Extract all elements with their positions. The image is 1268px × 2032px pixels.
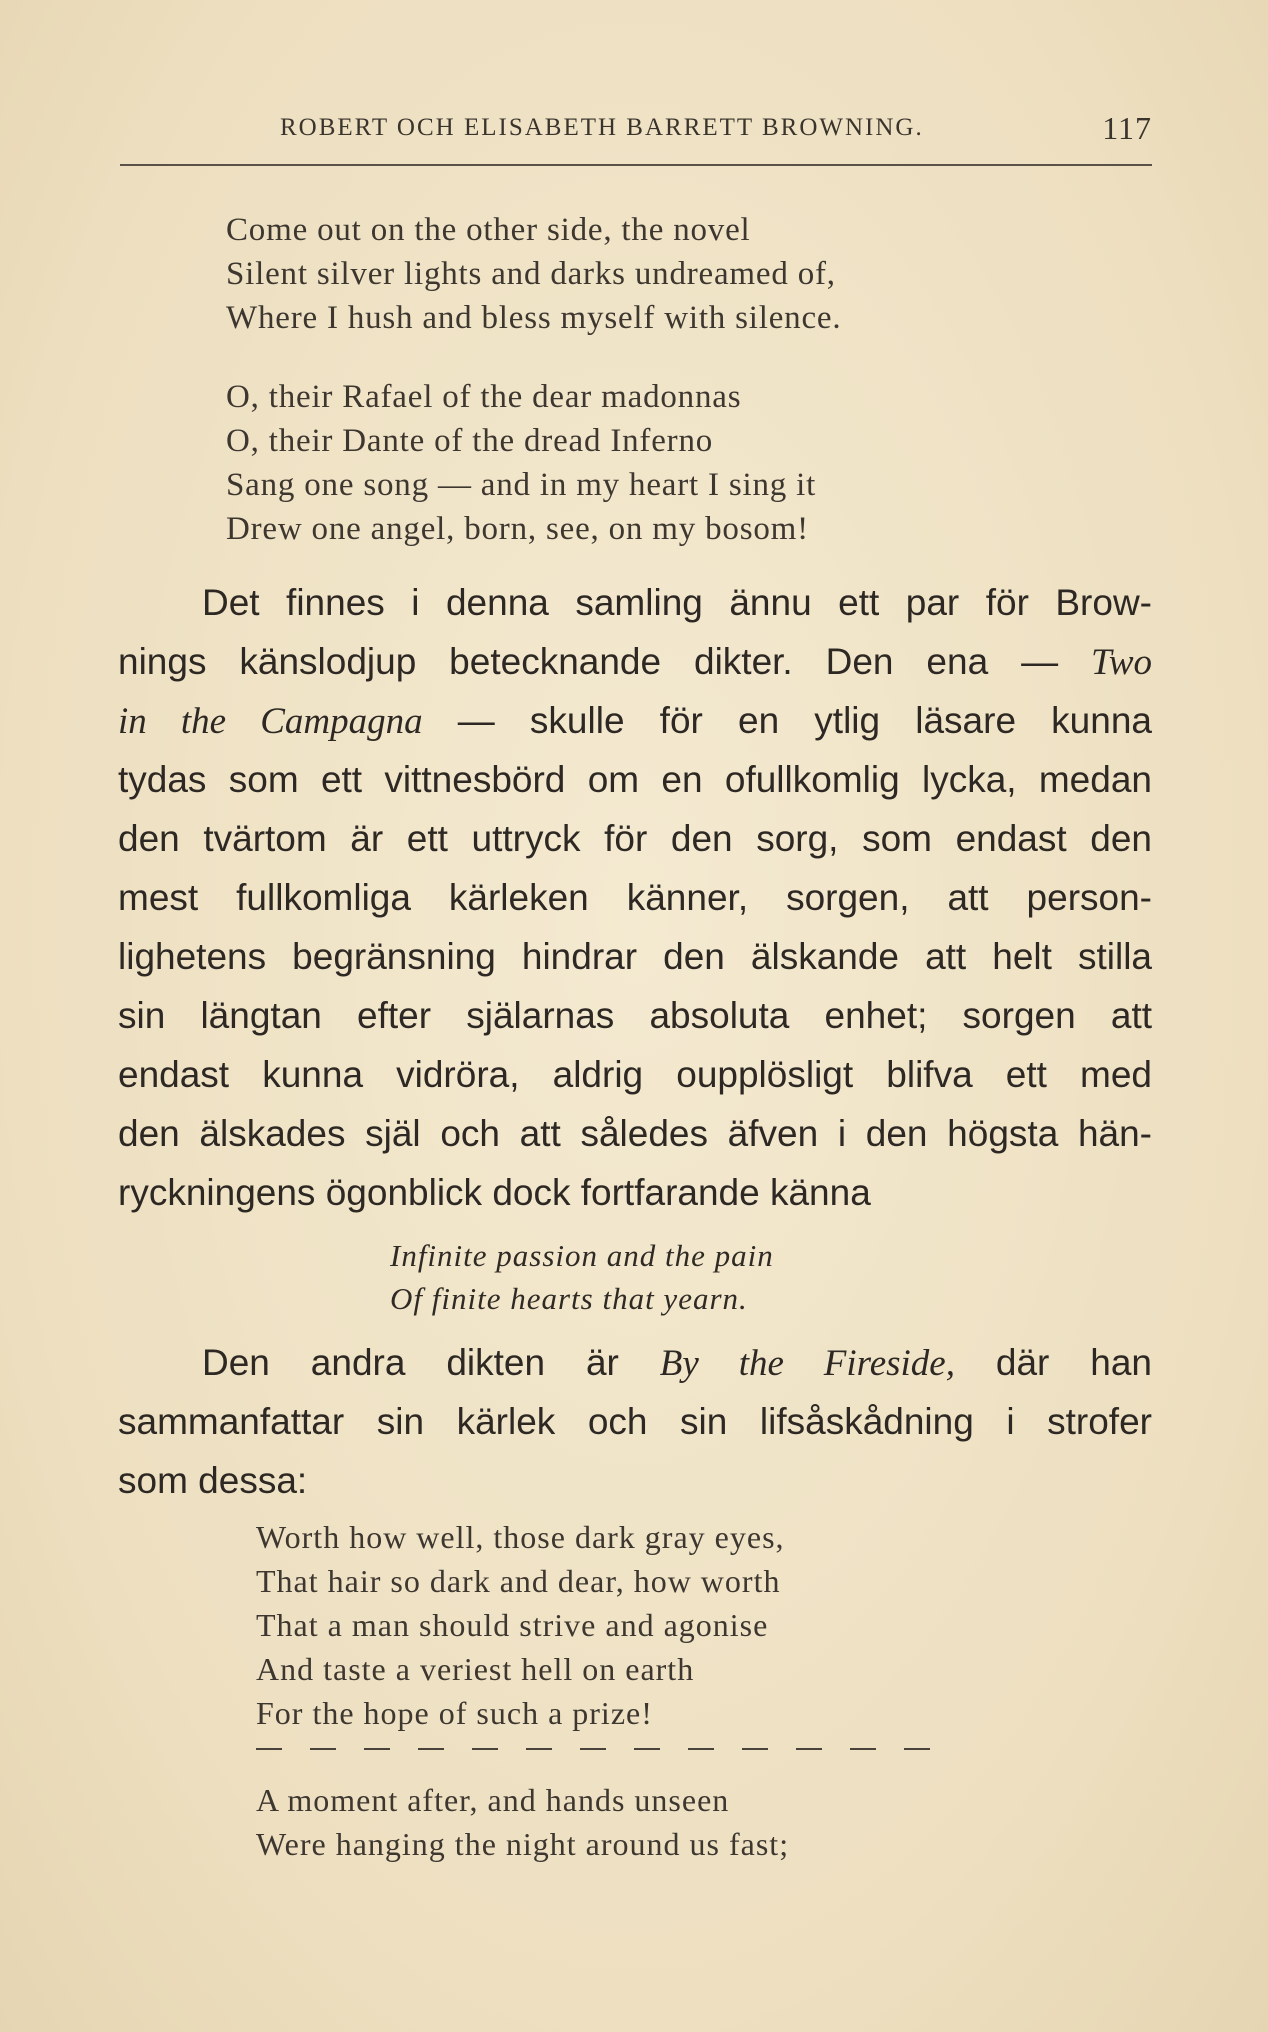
prose-line: mest fullkomliga kärleken känner, sorgen, att person- bbox=[118, 877, 1152, 918]
poem-excerpt-3 bbox=[256, 1515, 785, 1735]
prose-line: sin längtan efter själarnas absoluta enhet; sorgen att bbox=[118, 995, 1152, 1036]
poem-line: Drew one angel, born, see, on my bosom! bbox=[226, 511, 809, 547]
header-rule bbox=[120, 164, 1152, 166]
poem-excerpt-2 bbox=[226, 375, 816, 551]
poem-line: That hair so dark and dear, how worth bbox=[256, 1563, 781, 1599]
poem-line: O, their Rafael of the dear madonnas bbox=[226, 379, 742, 415]
poem-line: Where I hush and bless myself with silence. bbox=[226, 300, 842, 336]
prose-text: nings känslodjup betecknande dikter. Den ena — bbox=[118, 641, 1059, 682]
prose-line: som dessa: bbox=[118, 1460, 308, 1501]
poem-line: That a man should strive and agonise bbox=[256, 1607, 769, 1643]
poem-line: Sang one song — and in my heart I sing it bbox=[226, 467, 817, 503]
quote-line: Infinite passion and the pain bbox=[390, 1238, 774, 1273]
poem-line: And taste a veriest hell on earth bbox=[256, 1651, 695, 1687]
prose-text: Det finnes i denna samling ännu ett par för Brow- bbox=[202, 582, 1152, 623]
prose-line bbox=[118, 691, 1152, 750]
poem-line: Come out on the other side, the novel bbox=[226, 212, 751, 248]
paragraph-2 bbox=[118, 1333, 1152, 1510]
dash bbox=[580, 1748, 606, 1750]
dash bbox=[904, 1748, 930, 1750]
dash bbox=[634, 1748, 660, 1750]
poem-title-italic: By the Fireside, bbox=[659, 1343, 955, 1384]
prose-line: endast kunna vidröra, aldrig oupplösligt blifva ett med bbox=[118, 1054, 1152, 1095]
dash bbox=[472, 1748, 498, 1750]
prose-line: tydas som ett vittnesbörd om en ofullkomlig lycka, medan bbox=[118, 759, 1152, 800]
dash bbox=[364, 1748, 390, 1750]
poem-line: Silent silver lights and darks undreamed of, bbox=[226, 256, 836, 292]
page-number: 117 bbox=[1102, 110, 1152, 146]
dash bbox=[256, 1748, 282, 1750]
page-header bbox=[120, 110, 1152, 150]
prose-text: — skulle för en ytlig läsare kunna bbox=[457, 700, 1152, 741]
dash bbox=[418, 1748, 444, 1750]
poem-title-italic: Two bbox=[1091, 642, 1153, 683]
prose-line bbox=[118, 573, 1152, 632]
dash bbox=[526, 1748, 552, 1750]
poem-line: Worth how well, those dark gray eyes, bbox=[256, 1519, 785, 1555]
dash bbox=[850, 1748, 876, 1750]
poem-line: A moment after, and hands unseen bbox=[256, 1782, 730, 1818]
prose-line: sammanfattar sin kärlek och sin lifsåskådning i strofer bbox=[118, 1401, 1152, 1442]
prose-line: den älskades själ och att således äfven i den högsta hän- bbox=[118, 1113, 1152, 1154]
poem-excerpt-4 bbox=[256, 1778, 789, 1866]
poem-title-italic: in the Campagna bbox=[118, 701, 423, 742]
prose-line bbox=[118, 1333, 1152, 1392]
dash bbox=[688, 1748, 714, 1750]
poem-line: Were hanging the night around us fast; bbox=[256, 1826, 790, 1862]
prose-line: den tvärtom är ett uttryck för den sorg, som endast den bbox=[118, 818, 1152, 859]
dash bbox=[796, 1748, 822, 1750]
poem-line: For the hope of such a prize! bbox=[256, 1695, 653, 1731]
stanza-break-dashes bbox=[256, 1748, 930, 1752]
poem-line: O, their Dante of the dread Inferno bbox=[226, 423, 714, 459]
running-head: ROBERT OCH ELISABETH BARRETT BROWNING. bbox=[280, 114, 924, 141]
quote-line: Of finite hearts that yearn. bbox=[390, 1281, 748, 1316]
dash bbox=[310, 1748, 336, 1750]
block-quote bbox=[390, 1234, 774, 1320]
prose-line: ryckningens ögonblick dock fortfarande känna bbox=[118, 1172, 871, 1213]
paragraph-1 bbox=[118, 573, 1152, 1222]
prose-text: där han bbox=[995, 1342, 1153, 1383]
prose-text: Den andra dikten är bbox=[202, 1342, 619, 1383]
prose-line bbox=[118, 632, 1152, 691]
poem-excerpt-1 bbox=[226, 208, 841, 340]
dash bbox=[742, 1748, 768, 1750]
prose-line: lighetens begränsning hindrar den älskande att helt stilla bbox=[118, 936, 1152, 977]
